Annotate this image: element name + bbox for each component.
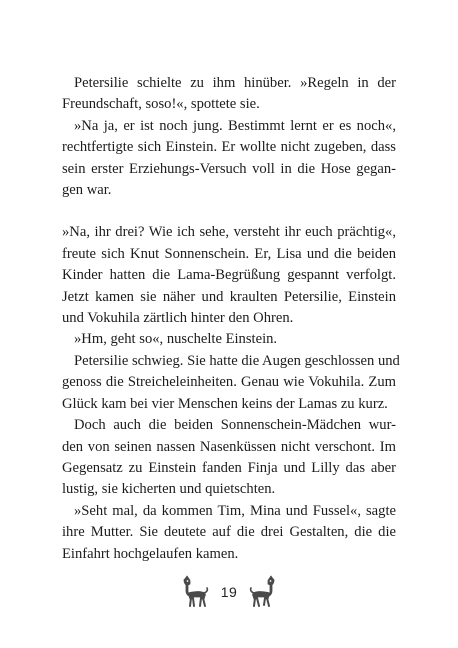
book-page-text xyxy=(62,73,400,565)
paragraph xyxy=(62,415,396,501)
text-line: lustig, sie kicherten und quietschten. xyxy=(62,481,276,498)
text-line: ihre Mutter. Sie deutete auf die drei Gestalten, die die xyxy=(62,524,396,541)
paragraph xyxy=(62,73,396,116)
text-line: »Na, ihr drei? Wie ich sehe, versteht ihr euch prächtig«, xyxy=(62,224,396,241)
text-line: den von seinen nassen Nasenküssen nicht verschont. Im xyxy=(62,438,396,455)
text-line: rechtfertigte sich Einstein. Er wollte nicht zugeben, dass xyxy=(62,139,396,156)
text-line: und Vokuhila zärtlich hinter den Ohren. xyxy=(62,310,294,327)
text-line: Kinder hatten die Lama-Begrüßung gespannt verfolgt. xyxy=(62,267,396,284)
paragraph xyxy=(62,329,396,350)
paragraph xyxy=(62,351,400,415)
text-line: freute sich Knut Sonnenschein. Er, Lisa und die beiden xyxy=(62,245,396,262)
text-line: »Hm, geht so«, nuschelte Einstein. xyxy=(74,331,278,348)
text-line: Doch auch die beiden Sonnenschein-Mädchen wur- xyxy=(74,417,396,434)
text-line: »Na ja, er ist noch jung. Bestimmt lernt er es noch«, xyxy=(74,117,396,134)
page-number: 19 xyxy=(220,584,238,600)
text-line: Petersilie schielte zu ihm hinüber. »Regeln in der xyxy=(74,75,396,91)
text-line: sein erster Erziehungs-Versuch voll in die Hose gegan- xyxy=(62,160,396,177)
text-line: Freundschaft, soso!«, spottete sie. xyxy=(62,96,260,113)
text-line: »Seht mal, da kommen Tim, Mina und Fussel«, sagte xyxy=(74,502,396,519)
text-line: Gegensatz zu Einstein fanden Finja und Lilly das aber xyxy=(62,459,396,476)
llama-icon xyxy=(247,575,277,609)
text-line: gen war. xyxy=(62,182,112,199)
text-line: genoss die Streicheleinheiten. Genau wie Vokuhila. Zum xyxy=(62,374,396,391)
page-footer xyxy=(0,572,458,612)
paragraph xyxy=(62,501,396,565)
paragraph xyxy=(62,116,396,202)
llama-icon xyxy=(181,575,211,609)
paragraph xyxy=(62,222,396,329)
text-line: Einfahrt hochgelaufen kamen. xyxy=(62,545,239,562)
text-line: Petersilie schwieg. Sie hatte die Augen geschlossen und xyxy=(74,352,400,369)
text-line: Jetzt kamen sie näher und kraulten Petersilie, Einstein xyxy=(62,288,396,305)
text-line: Glück kam bei vier Menschen keins der Lamas zu kurz. xyxy=(62,395,388,412)
